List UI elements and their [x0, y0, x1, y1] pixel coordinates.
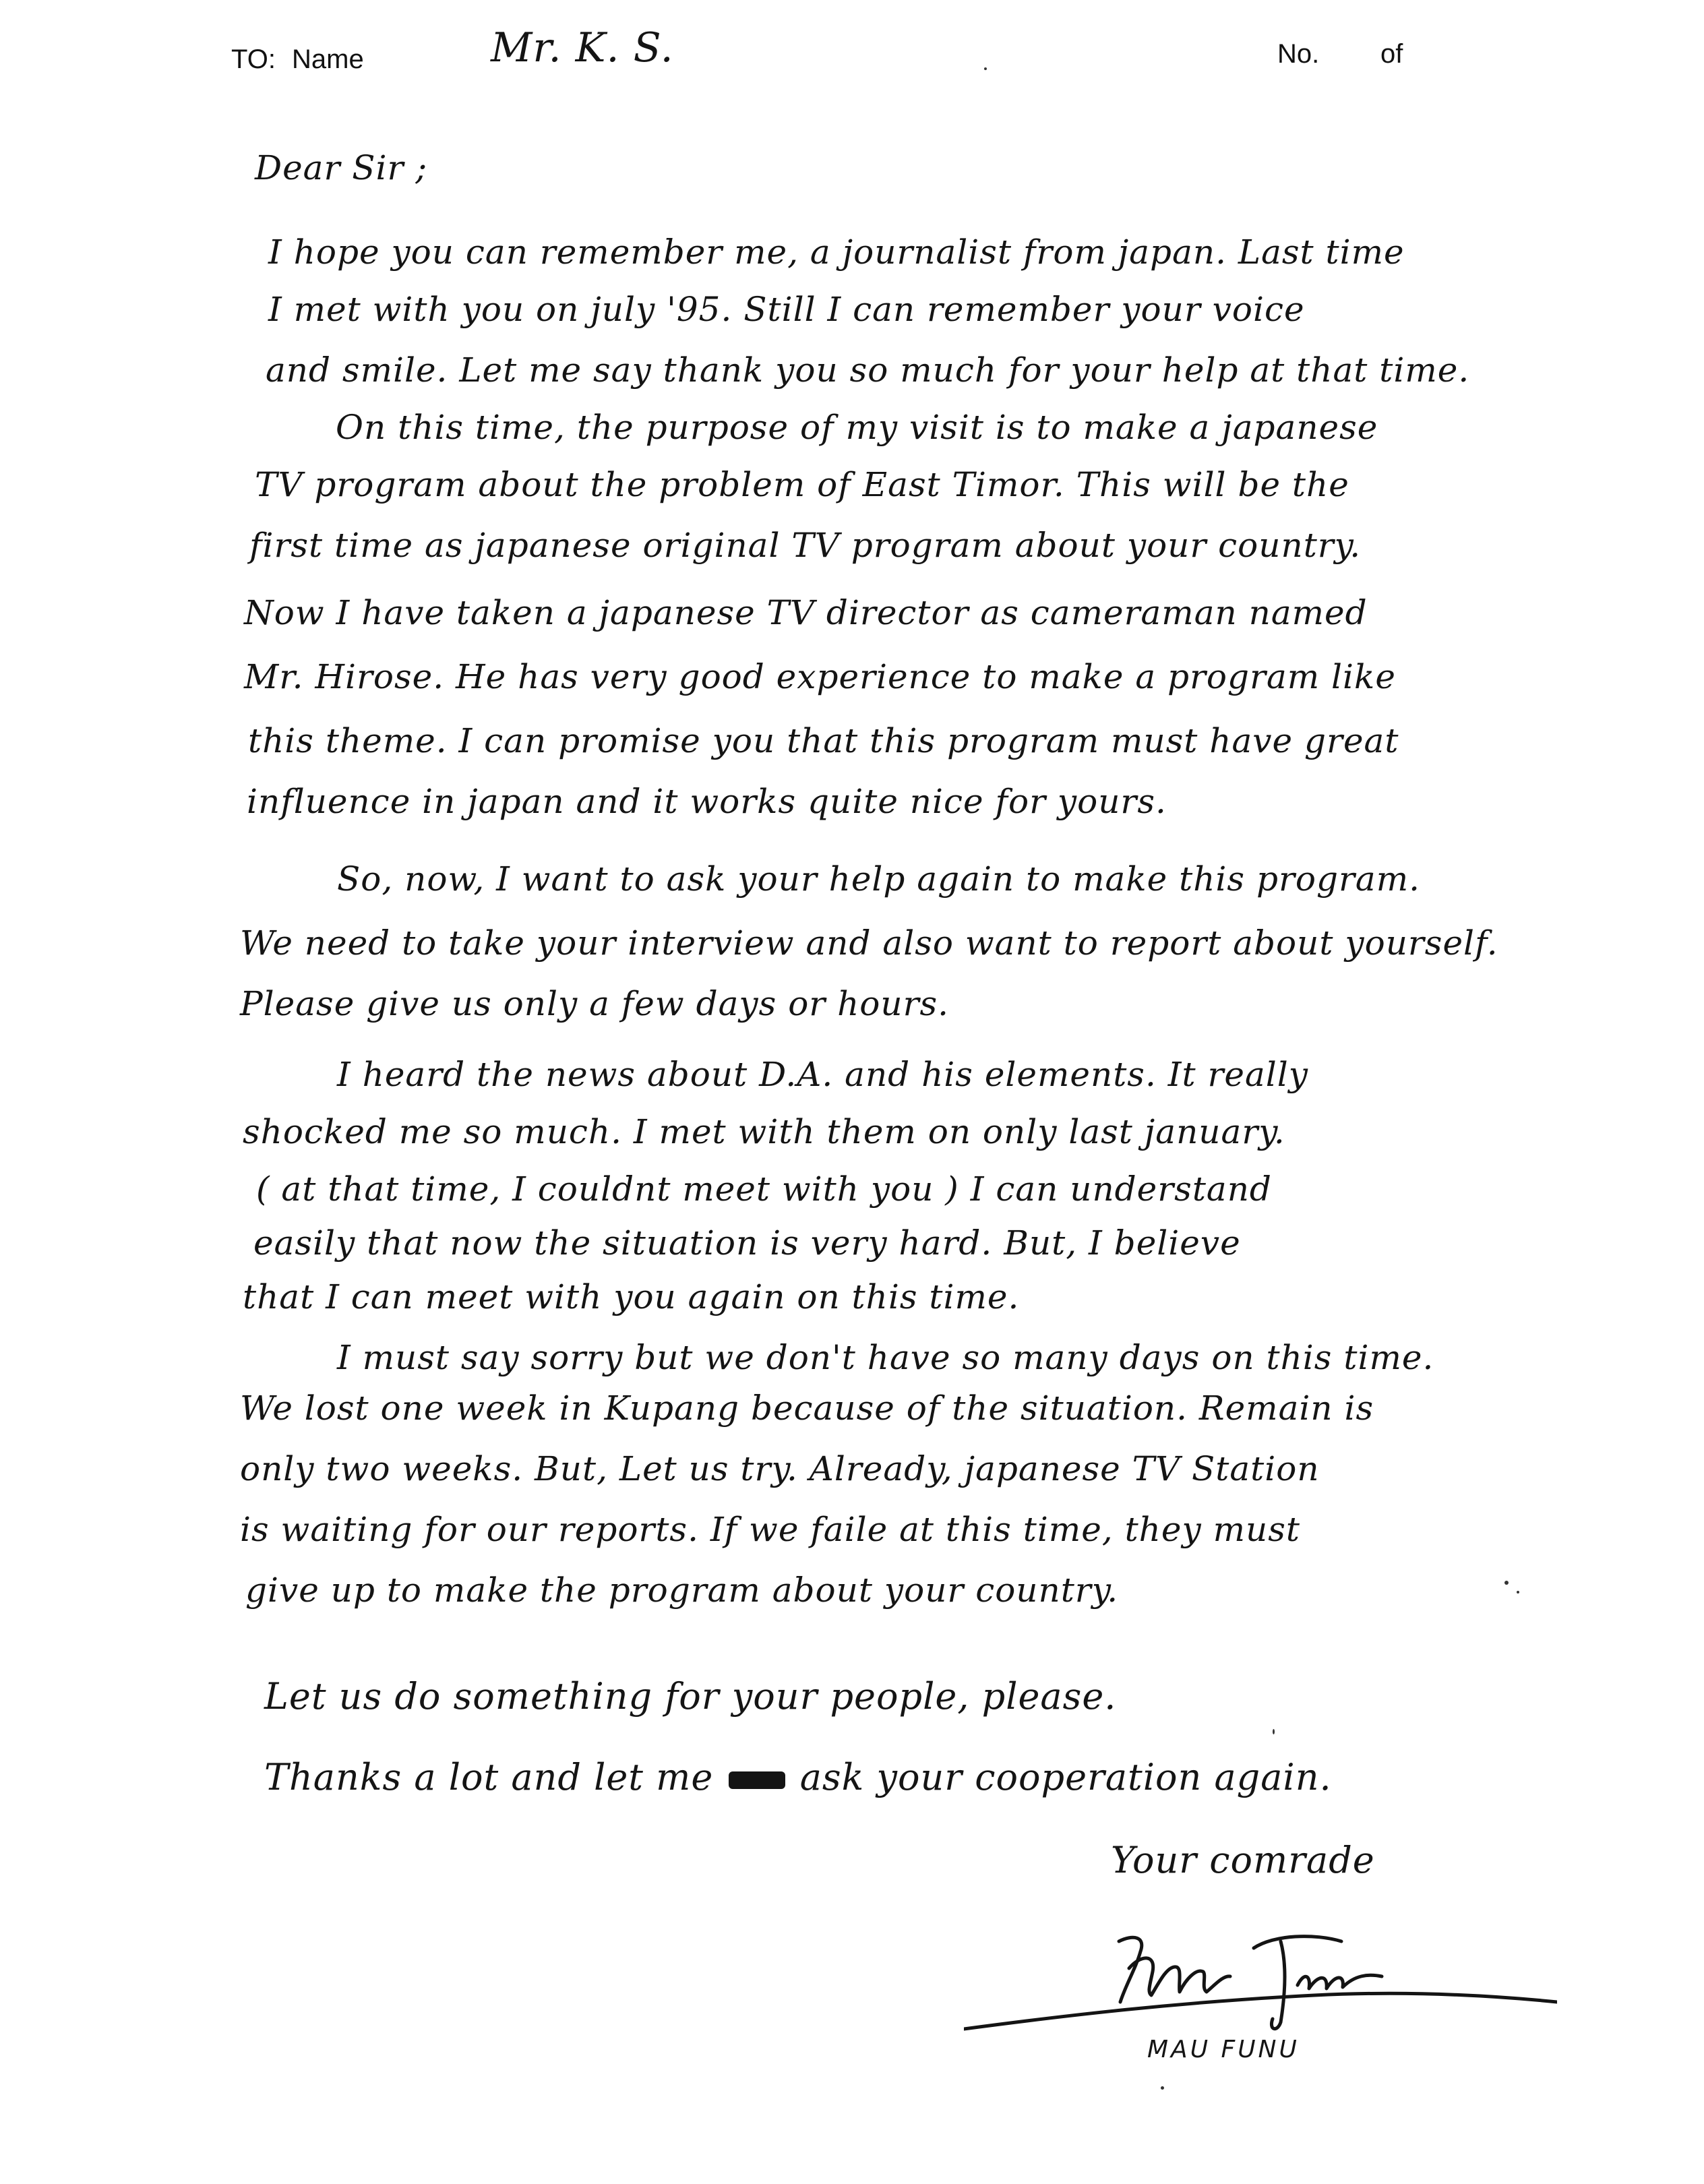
paragraph-4-line-3: ( at that time, I couldnt meet with you ) I can understand	[256, 1170, 1272, 1209]
of-label: of	[1380, 39, 1403, 69]
scan-speck	[1504, 1581, 1509, 1585]
closing-line-2-start: Thanks a lot and let me	[264, 1756, 714, 1798]
paragraph-2-line-7: influence in japan and it works quite nice for yours.	[247, 782, 1167, 821]
closing-line-1: Let us do something for your people, please.	[264, 1675, 1117, 1718]
signer-printed-name: MAU FUNU	[1147, 2036, 1300, 2063]
closing-line-2	[264, 1756, 1332, 1798]
handwritten-signature	[964, 1921, 1557, 2036]
paragraph-2-line-4: Now I have taken a japanese TV director as cameraman named	[244, 593, 1368, 632]
paragraph-2-line-5: Mr. Hirose. He has very good experience to make a program like	[244, 657, 1396, 696]
paragraph-2-line-6: this theme. I can promise you that this program must have great	[248, 721, 1399, 760]
paragraph-5-line-4: is waiting for our reports. If we faile at this time, they must	[240, 1510, 1300, 1549]
scan-speck	[984, 67, 987, 70]
scan-speck	[1161, 2086, 1164, 2090]
paragraph-4-line-5: that I can meet with you again on this time.	[243, 1277, 1020, 1316]
paragraph-5-line-3: only two weeks. But, Let us try. Already, japanese TV Station	[240, 1449, 1320, 1488]
paragraph-2-line-1: On this time, the purpose of my visit is to make a japanese	[336, 408, 1378, 447]
paragraph-1-line-1: I hope you can remember me, a journalist from japan. Last time	[268, 233, 1405, 272]
paragraph-5-line-5: give up to make the program about your country.	[245, 1571, 1119, 1610]
paragraph-5-line-1: I must say sorry but we don't have so many days on this time.	[337, 1338, 1434, 1377]
name-label: Name	[292, 44, 364, 74]
recipient-name: Mr. K. S.	[491, 24, 674, 71]
paragraph-2-line-3: first time as japanese original TV program about your country.	[249, 526, 1362, 565]
paragraph-4-line-4: easily that now the situation is very hard. But, I believe	[253, 1223, 1241, 1263]
scan-speck	[1273, 1729, 1275, 1734]
closing-line-2-end: ask your cooperation again.	[799, 1756, 1332, 1798]
scan-speck	[1517, 1591, 1519, 1594]
paragraph-3-line-3: Please give us only a few days or hours.	[240, 984, 950, 1023]
paragraph-1-line-2: I met with you on july '95. Still I can remember your voice	[268, 290, 1305, 329]
valediction: Your comrade	[1111, 1839, 1375, 1881]
paragraph-3-line-1: So, now, I want to ask your help again to make this program.	[337, 859, 1420, 899]
paragraph-4-line-1: I heard the news about D.A. and his elements. It really	[337, 1055, 1309, 1094]
paragraph-3-line-2: We need to take your interview and also want to report about yourself.	[240, 923, 1498, 963]
paragraph-1-line-3: and smile. Let me say thank you so much for your help at that time.	[266, 351, 1470, 390]
salutation: Dear Sir ;	[255, 148, 428, 187]
paragraph-4-line-2: shocked me so much. I met with them on only last january.	[243, 1112, 1285, 1151]
to-label: TO:	[231, 44, 276, 74]
paragraph-2-line-2: TV program about the problem of East Timor. This will be the	[255, 465, 1349, 504]
struck-out-word	[729, 1771, 785, 1789]
number-label: No.	[1277, 39, 1320, 69]
paragraph-5-line-2: We lost one week in Kupang because of the situation. Remain is	[240, 1389, 1374, 1428]
